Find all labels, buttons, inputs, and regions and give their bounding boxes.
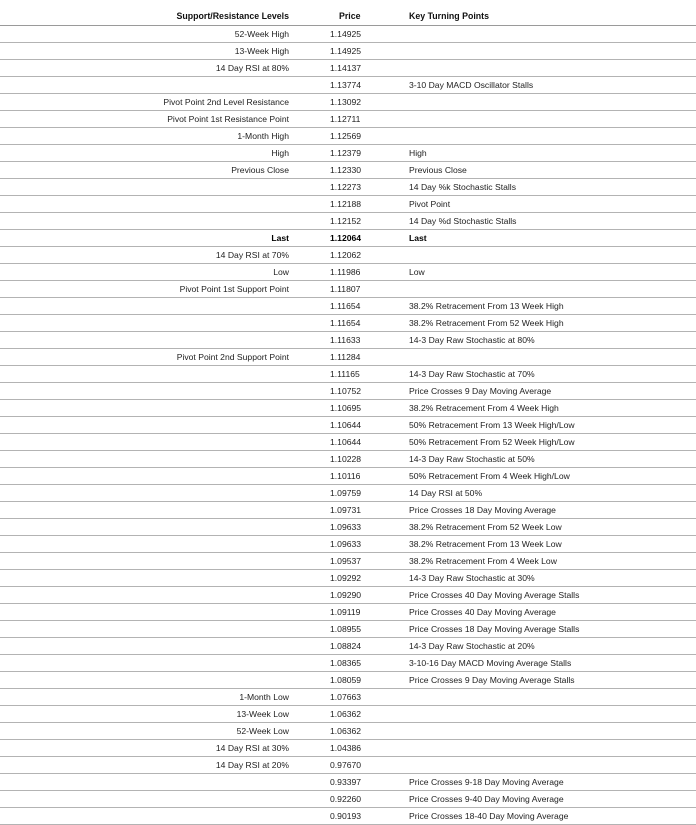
support-resistance-cell [0, 536, 296, 553]
table-row [0, 315, 696, 332]
price-cell: 1.08955 [296, 621, 402, 638]
table-row [0, 179, 696, 196]
price-cell: 0.92260 [296, 791, 402, 808]
price-cell: 1.11654 [296, 315, 402, 332]
key-turning-point-cell: 38.2% Retracement From 13 Week Low [402, 536, 696, 553]
support-resistance-cell [0, 417, 296, 434]
support-resistance-cell [0, 196, 296, 213]
header-key-turning-points: Key Turning Points [402, 0, 696, 26]
key-turning-point-cell: 3-10 Day MACD Oscillator Stalls [402, 77, 696, 94]
support-resistance-cell [0, 502, 296, 519]
table-row [0, 757, 696, 774]
table-row [0, 502, 696, 519]
price-cell: 1.09292 [296, 570, 402, 587]
table-row [0, 621, 696, 638]
support-resistance-cell: 13-Week Low [0, 706, 296, 723]
table-row [0, 570, 696, 587]
key-turning-point-cell [402, 349, 696, 366]
support-resistance-cell: 14 Day RSI at 70% [0, 247, 296, 264]
price-cell: 1.12064 [296, 230, 402, 247]
support-resistance-cell: 14 Day RSI at 80% [0, 60, 296, 77]
table-row [0, 655, 696, 672]
support-resistance-cell [0, 774, 296, 791]
price-cell: 1.12188 [296, 196, 402, 213]
support-resistance-cell: Pivot Point 2nd Level Resistance [0, 94, 296, 111]
key-turning-point-cell: 50% Retracement From 13 Week High/Low [402, 417, 696, 434]
key-turning-point-cell: 50% Retracement From 52 Week High/Low [402, 434, 696, 451]
key-turning-point-cell: Price Crosses 9 Day Moving Average Stalls [402, 672, 696, 689]
key-turning-point-cell [402, 281, 696, 298]
key-turning-point-cell [402, 723, 696, 740]
table-row [0, 417, 696, 434]
table-row [0, 587, 696, 604]
support-resistance-cell: 52-Week High [0, 26, 296, 43]
support-resistance-cell: Pivot Point 2nd Support Point [0, 349, 296, 366]
key-turning-point-cell [402, 60, 696, 77]
support-resistance-cell: 14 Day RSI at 20% [0, 757, 296, 774]
support-resistance-cell [0, 791, 296, 808]
price-cell: 1.11284 [296, 349, 402, 366]
key-turning-point-cell [402, 706, 696, 723]
support-resistance-cell [0, 179, 296, 196]
price-cell: 1.10752 [296, 383, 402, 400]
key-turning-point-cell [402, 128, 696, 145]
price-cell: 1.12273 [296, 179, 402, 196]
key-turning-point-cell: Last [402, 230, 696, 247]
key-turning-point-cell [402, 757, 696, 774]
table-row [0, 60, 696, 77]
price-cell: 1.10644 [296, 417, 402, 434]
table-row [0, 808, 696, 825]
support-resistance-cell [0, 621, 296, 638]
table-row [0, 332, 696, 349]
key-turning-point-cell: Price Crosses 18 Day Moving Average Stalls [402, 621, 696, 638]
table-row [0, 519, 696, 536]
key-turning-point-cell [402, 43, 696, 60]
key-turning-point-cell: Price Crosses 40 Day Moving Average Stalls [402, 587, 696, 604]
price-cell: 1.11986 [296, 264, 402, 281]
key-turning-point-cell: 14-3 Day Raw Stochastic at 50% [402, 451, 696, 468]
table-row [0, 536, 696, 553]
price-cell: 1.14137 [296, 60, 402, 77]
price-cell: 1.12152 [296, 213, 402, 230]
table-row [0, 689, 696, 706]
key-turning-point-cell [402, 689, 696, 706]
price-cell: 1.06362 [296, 723, 402, 740]
support-resistance-cell [0, 553, 296, 570]
table-row [0, 553, 696, 570]
table-row [0, 638, 696, 655]
key-turning-point-cell [402, 94, 696, 111]
support-resistance-cell: Low [0, 264, 296, 281]
support-resistance-cell: 52-Week Low [0, 723, 296, 740]
key-turning-point-cell: 14 Day %k Stochastic Stalls [402, 179, 696, 196]
key-turning-point-cell: 38.2% Retracement From 13 Week High [402, 298, 696, 315]
price-cell: 1.13092 [296, 94, 402, 111]
table-row [0, 706, 696, 723]
table-row [0, 672, 696, 689]
price-cell: 0.90193 [296, 808, 402, 825]
support-resistance-cell [0, 604, 296, 621]
key-turning-point-cell: 3-10-16 Day MACD Moving Average Stalls [402, 655, 696, 672]
price-cell: 1.11654 [296, 298, 402, 315]
table-row [0, 400, 696, 417]
support-resistance-cell [0, 315, 296, 332]
table-row [0, 247, 696, 264]
support-resistance-cell [0, 570, 296, 587]
key-turning-point-cell: Price Crosses 9-40 Day Moving Average [402, 791, 696, 808]
key-turning-point-cell: 14-3 Day Raw Stochastic at 80% [402, 332, 696, 349]
price-cell: 1.04386 [296, 740, 402, 757]
support-resistance-cell [0, 213, 296, 230]
price-cell: 1.14925 [296, 26, 402, 43]
price-cell: 1.10116 [296, 468, 402, 485]
key-turning-point-cell: Low [402, 264, 696, 281]
table-row [0, 468, 696, 485]
price-cell: 0.97670 [296, 757, 402, 774]
header-price: Price [296, 0, 402, 26]
table-row [0, 774, 696, 791]
table-row [0, 94, 696, 111]
table-row [0, 604, 696, 621]
table-row [0, 281, 696, 298]
support-resistance-cell [0, 468, 296, 485]
support-resistance-cell: Pivot Point 1st Resistance Point [0, 111, 296, 128]
price-cell: 1.12379 [296, 145, 402, 162]
support-resistance-cell: Last [0, 230, 296, 247]
support-resistance-cell: 13-Week High [0, 43, 296, 60]
price-cell: 1.09119 [296, 604, 402, 621]
price-cell: 1.09731 [296, 502, 402, 519]
header-support-resistance: Support/Resistance Levels [0, 0, 296, 26]
support-resistance-cell: High [0, 145, 296, 162]
key-turning-point-cell: 38.2% Retracement From 52 Week High [402, 315, 696, 332]
price-cell: 1.12711 [296, 111, 402, 128]
price-cell: 1.10644 [296, 434, 402, 451]
key-turning-point-cell: Price Crosses 9 Day Moving Average [402, 383, 696, 400]
price-cell: 1.08824 [296, 638, 402, 655]
key-turning-point-cell [402, 247, 696, 264]
table-row [0, 111, 696, 128]
table-row [0, 26, 696, 43]
support-resistance-cell: 14 Day RSI at 30% [0, 740, 296, 757]
key-turning-point-cell: High [402, 145, 696, 162]
table-row [0, 128, 696, 145]
table-row [0, 485, 696, 502]
table-row [0, 298, 696, 315]
price-cell: 1.11807 [296, 281, 402, 298]
key-turning-point-cell: Pivot Point [402, 196, 696, 213]
table-row [0, 264, 696, 281]
key-turning-point-cell: Previous Close [402, 162, 696, 179]
table-row [0, 162, 696, 179]
table-row [0, 43, 696, 60]
price-cell: 1.12330 [296, 162, 402, 179]
price-cell: 1.07663 [296, 689, 402, 706]
table-row [0, 451, 696, 468]
table-row [0, 196, 696, 213]
key-turning-point-cell [402, 26, 696, 43]
price-cell: 1.09290 [296, 587, 402, 604]
price-cell: 1.09633 [296, 519, 402, 536]
support-resistance-cell [0, 332, 296, 349]
price-cell: 1.08365 [296, 655, 402, 672]
support-resistance-cell [0, 808, 296, 825]
key-turning-point-cell [402, 740, 696, 757]
key-turning-point-cell [402, 111, 696, 128]
table-row [0, 791, 696, 808]
support-resistance-cell [0, 638, 296, 655]
support-resistance-cell [0, 451, 296, 468]
support-resistance-cell: Pivot Point 1st Support Point [0, 281, 296, 298]
key-turning-point-cell: 38.2% Retracement From 52 Week Low [402, 519, 696, 536]
table-row [0, 213, 696, 230]
price-cell: 1.11165 [296, 366, 402, 383]
price-cell: 1.12062 [296, 247, 402, 264]
support-resistance-cell [0, 400, 296, 417]
support-resistance-cell [0, 434, 296, 451]
price-cell: 1.09759 [296, 485, 402, 502]
table-row [0, 366, 696, 383]
table-row [0, 383, 696, 400]
table-row [0, 77, 696, 94]
support-resistance-cell: 1-Month High [0, 128, 296, 145]
key-turning-point-cell: 14-3 Day Raw Stochastic at 20% [402, 638, 696, 655]
support-resistance-cell [0, 383, 296, 400]
support-resistance-cell [0, 77, 296, 94]
price-cell: 1.10695 [296, 400, 402, 417]
table-row [0, 145, 696, 162]
price-cell: 1.11633 [296, 332, 402, 349]
key-turning-point-cell: Price Crosses 9-18 Day Moving Average [402, 774, 696, 791]
key-turning-point-cell: 14-3 Day Raw Stochastic at 70% [402, 366, 696, 383]
key-turning-point-cell: 38.2% Retracement From 4 Week Low [402, 553, 696, 570]
key-turning-point-cell: 38.2% Retracement From 4 Week High [402, 400, 696, 417]
header-row [0, 0, 696, 26]
table-row [0, 723, 696, 740]
key-turning-point-cell: 14 Day RSI at 50% [402, 485, 696, 502]
price-cell: 1.12569 [296, 128, 402, 145]
key-turning-point-cell: 50% Retracement From 4 Week High/Low [402, 468, 696, 485]
support-resistance-cell [0, 366, 296, 383]
price-cell: 0.93397 [296, 774, 402, 791]
table-row [0, 349, 696, 366]
key-turning-point-cell: Price Crosses 18-40 Day Moving Average [402, 808, 696, 825]
table-row [0, 740, 696, 757]
support-resistance-cell [0, 655, 296, 672]
table-row [0, 230, 696, 247]
support-resistance-cell [0, 519, 296, 536]
key-turning-point-cell: 14 Day %d Stochastic Stalls [402, 213, 696, 230]
support-resistance-cell [0, 672, 296, 689]
price-cell: 1.14925 [296, 43, 402, 60]
support-resistance-cell [0, 485, 296, 502]
support-resistance-cell: 1-Month Low [0, 689, 296, 706]
price-cell: 1.09633 [296, 536, 402, 553]
key-turning-point-cell: Price Crosses 18 Day Moving Average [402, 502, 696, 519]
support-resistance-cell [0, 298, 296, 315]
table-body [0, 26, 696, 825]
table-header [0, 0, 696, 26]
price-cell: 1.09537 [296, 553, 402, 570]
price-cell: 1.13774 [296, 77, 402, 94]
price-cell: 1.06362 [296, 706, 402, 723]
table-row [0, 434, 696, 451]
price-cell: 1.08059 [296, 672, 402, 689]
price-cell: 1.10228 [296, 451, 402, 468]
key-turning-point-cell: 14-3 Day Raw Stochastic at 30% [402, 570, 696, 587]
support-resistance-cell [0, 587, 296, 604]
key-turning-point-cell: Price Crosses 40 Day Moving Average [402, 604, 696, 621]
support-resistance-cell: Previous Close [0, 162, 296, 179]
